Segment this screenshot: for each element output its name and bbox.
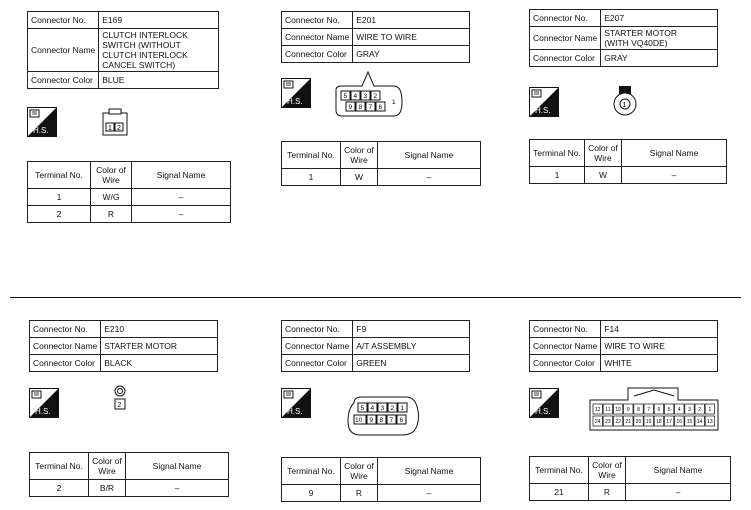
terminal-table: [29, 452, 229, 497]
connector-face-diagram: [344, 393, 426, 437]
pin-label: 19: [645, 419, 652, 426]
pin-label: 22: [615, 419, 621, 426]
terminal-table: [529, 139, 727, 184]
signal-name-header: Signal Name: [126, 453, 229, 480]
svg-text:2: 2: [373, 93, 378, 100]
terminal-table: [281, 457, 481, 502]
connector-face-diagram: [100, 107, 130, 137]
connector-color-label: Connector Color: [530, 50, 601, 67]
pin-label: 2: [117, 125, 121, 132]
harness-side-icon: [27, 107, 57, 137]
connector-name-label: Connector Name: [530, 27, 601, 50]
pin-label: 12: [594, 407, 601, 414]
color-of-wire-header: Color of Wire: [91, 162, 132, 189]
pin-label: 3: [688, 407, 691, 414]
terminal-table-f14-wrap: [529, 456, 731, 501]
svg-text:10: 10: [355, 417, 363, 424]
pin-label: 14: [696, 419, 703, 426]
svg-text:H.S.: H.S.: [535, 106, 551, 115]
connector-color-label: Connector Color: [28, 72, 99, 89]
pin-label: 20: [635, 419, 642, 426]
pin-label: 10: [615, 407, 621, 414]
connector-no-value: E207: [601, 10, 718, 27]
connector-color-value: BLUE: [99, 72, 219, 89]
table-row: 1 W –: [282, 169, 481, 186]
table-row: 2 B/R –: [30, 480, 229, 497]
pin-label: 21: [625, 419, 632, 426]
svg-text:4: 4: [370, 405, 375, 412]
svg-text:7: 7: [368, 104, 373, 111]
svg-text:3: 3: [380, 405, 385, 412]
connector-name-value: CLUTCH INTERLOCK SWITCH (WITHOUT CLUTCH INTERLOCK CANCEL SWITCH): [99, 29, 219, 72]
connector-name-value: STARTER MOTOR: [101, 338, 218, 355]
connector-name-value: WIRE TO WIRE: [601, 338, 718, 355]
connector-block-e207: [529, 9, 718, 67]
connector-no-label: Connector No.: [28, 12, 99, 29]
color-of-wire-header: Color of Wire: [341, 142, 378, 169]
connector-color-label: Connector Color: [282, 46, 353, 63]
connector-no-label: Connector No.: [30, 321, 101, 338]
connector-name-value: STARTER MOTOR (WITH VQ40DE): [601, 27, 718, 50]
harness-side-icon: [29, 388, 59, 418]
connector-no-value: F14: [601, 321, 718, 338]
terminal-no-header: Terminal No.: [282, 142, 341, 169]
svg-text:5: 5: [343, 93, 348, 100]
svg-text:H.S.: H.S.: [535, 407, 551, 416]
connector-block-e169: [27, 11, 219, 89]
pin-label: 23: [605, 419, 611, 426]
harness-side-icon: [529, 388, 559, 418]
pin-label: 1: [108, 125, 112, 132]
connector-name-label: Connector Name: [530, 338, 601, 355]
svg-text:7: 7: [389, 417, 394, 424]
connector-color-value: GRAY: [353, 46, 470, 63]
pin-label: 4: [677, 407, 681, 414]
pin-label: 9: [626, 407, 630, 414]
signal-name-header: Signal Name: [132, 162, 231, 189]
svg-text:H.S.: H.S.: [33, 126, 49, 135]
connector-no-value: F9: [353, 321, 470, 338]
pin-label: 6: [657, 407, 661, 414]
terminal-table-e169-wrap: [27, 161, 231, 223]
connector-block-e201: [281, 11, 470, 63]
connector-no-label: Connector No.: [530, 10, 601, 27]
connector-color-label: Connector Color: [530, 355, 601, 372]
terminal-table-e201-wrap: [281, 141, 481, 186]
svg-text:1: 1: [400, 405, 405, 412]
pin-label: 16: [676, 419, 683, 426]
svg-text:9: 9: [348, 104, 353, 111]
pin-label: 1: [708, 407, 712, 414]
svg-text:5: 5: [360, 405, 365, 412]
svg-text:8: 8: [358, 104, 363, 111]
table-row: 1 W –: [530, 167, 727, 184]
pin-label: 2: [698, 407, 702, 414]
connector-name-label: Connector Name: [30, 338, 101, 355]
pin-label: 18: [656, 419, 662, 426]
terminal-table-e207-wrap: [529, 139, 727, 184]
svg-text:6: 6: [378, 104, 383, 111]
connector-color-value: GREEN: [353, 355, 470, 372]
terminal-no-header: Terminal No.: [282, 458, 341, 485]
pin-label: 11: [605, 407, 611, 414]
section-divider: [10, 297, 741, 298]
connector-name-value: WIRE TO WIRE: [353, 29, 470, 46]
connector-no-value: E201: [353, 12, 470, 29]
connector-name-label: Connector Name: [28, 29, 99, 72]
connector-color-label: Connector Color: [30, 355, 101, 372]
terminal-table-e210-wrap: [29, 452, 229, 497]
harness-side-icon: [281, 388, 311, 418]
pin-label: 24: [594, 419, 601, 426]
svg-text:3: 3: [363, 93, 368, 100]
harness-side-icon: [529, 87, 559, 117]
pin-label: 5: [667, 407, 671, 414]
signal-name-header: Signal Name: [626, 457, 731, 484]
terminal-table: [27, 161, 231, 223]
connector-name-label: Connector Name: [282, 338, 353, 355]
pin-label: 15: [686, 419, 693, 426]
connector-header-table: [281, 320, 470, 372]
terminal-table: [281, 141, 481, 186]
svg-text:8: 8: [379, 417, 384, 424]
svg-text:6: 6: [399, 417, 404, 424]
connector-no-label: Connector No.: [282, 321, 353, 338]
connector-color-value: BLACK: [101, 355, 218, 372]
svg-text:9: 9: [369, 417, 374, 424]
connector-header-table: [281, 11, 470, 63]
connector-block-f14: [529, 320, 718, 372]
connector-face-diagram: [610, 84, 640, 120]
svg-text:2: 2: [390, 405, 395, 412]
terminal-table-f9-wrap: [281, 457, 481, 502]
color-of-wire-header: Color of Wire: [341, 458, 378, 485]
connector-color-label: Connector Color: [282, 355, 353, 372]
table-row: 1 W/G –: [28, 189, 231, 206]
connector-header-table: [29, 320, 218, 372]
signal-name-header: Signal Name: [378, 142, 481, 169]
svg-text:1: 1: [392, 99, 396, 106]
terminal-table: [529, 456, 731, 501]
pin-label: 8: [637, 407, 640, 414]
connector-no-value: E169: [99, 12, 219, 29]
connector-face-diagram: [328, 70, 408, 120]
connector-header-table: [27, 11, 219, 89]
signal-name-header: Signal Name: [622, 140, 727, 167]
connector-no-value: E210: [101, 321, 218, 338]
terminal-no-header: Terminal No.: [530, 140, 585, 167]
harness-side-icon: [281, 78, 311, 108]
color-of-wire-header: Color of Wire: [89, 453, 126, 480]
connector-face-diagram: [588, 386, 720, 432]
pin-label: 13: [707, 419, 713, 426]
connector-name-value: A/T ASSEMBLY: [353, 338, 470, 355]
svg-text:H.S.: H.S.: [287, 97, 303, 106]
connector-face-diagram: [110, 384, 130, 412]
connector-header-table: [529, 320, 718, 372]
svg-text:H.S.: H.S.: [287, 407, 303, 416]
svg-text:1: 1: [622, 102, 627, 109]
table-row: 2 R –: [28, 206, 231, 223]
connector-header-table: [529, 9, 718, 67]
color-of-wire-header: Color of Wire: [585, 140, 622, 167]
connector-name-label: Connector Name: [282, 29, 353, 46]
color-of-wire-header: Color of Wire: [589, 457, 626, 484]
connector-no-label: Connector No.: [530, 321, 601, 338]
connector-no-label: Connector No.: [282, 12, 353, 29]
table-row: 9 R –: [282, 485, 481, 502]
connector-block-e210: [29, 320, 218, 372]
signal-name-header: Signal Name: [378, 458, 481, 485]
svg-text:2: 2: [117, 402, 122, 409]
terminal-no-header: Terminal No.: [530, 457, 589, 484]
connector-color-value: GRAY: [601, 50, 718, 67]
table-row: 21 R –: [530, 484, 731, 501]
pin-label: 17: [666, 419, 672, 426]
terminal-no-header: Terminal No.: [28, 162, 91, 189]
pin-label: 7: [647, 407, 651, 414]
connector-block-f9: [281, 320, 470, 372]
svg-text:4: 4: [353, 93, 358, 100]
svg-text:H.S.: H.S.: [35, 407, 51, 416]
terminal-no-header: Terminal No.: [30, 453, 89, 480]
connector-color-value: WHITE: [601, 355, 718, 372]
